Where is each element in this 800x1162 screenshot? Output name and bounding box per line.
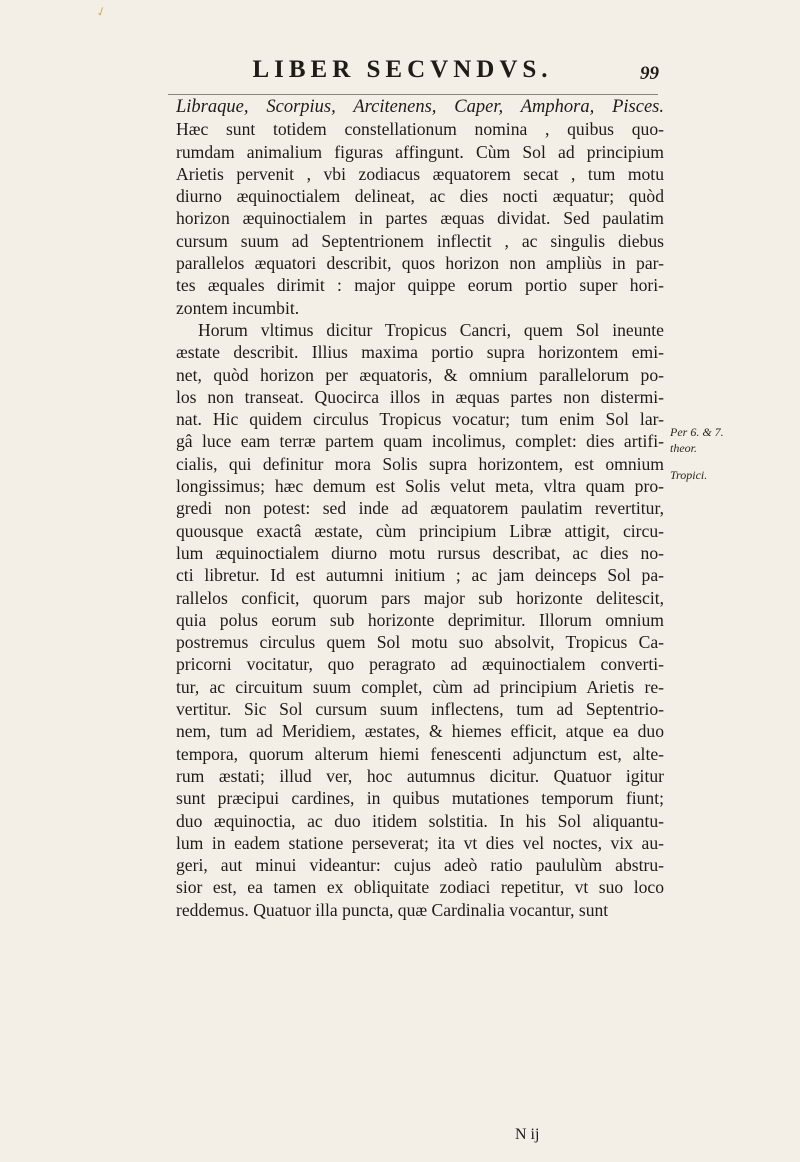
signature-mark: N ij: [515, 1126, 540, 1143]
text-line: rumdam animalium figuras affingunt. Cùm Sol ad principium: [176, 141, 664, 162]
page-number: 99: [640, 63, 659, 84]
running-head: LIBER SECVNDVS.: [252, 56, 553, 83]
text-line: reddemus. Quatuor illa puncta, quæ Cardinalia vocantur, sunt: [176, 899, 609, 920]
stray-ink-mark: ✓: [93, 2, 109, 21]
text-line: cursum suum ad Septentrionem inflectit , ac singulis diebus: [176, 230, 664, 251]
text-line: sior est, ea tamen ex obliquitate zodiaci repetitur, vt suo loco: [176, 877, 664, 898]
text-line: lum in eadem statione perseverat; ita vt dies vel noctes, vix au-: [176, 832, 664, 853]
text-line: Hæc sunt totidem constellationum nomina , quibus quo-: [176, 119, 664, 140]
text-line: tur, ac circuitum suum complet, cùm ad principium Arietis re-: [176, 676, 664, 697]
text-line: parallelos æquatori describit, quos horizon non ampliùs in par-: [176, 253, 664, 274]
text-line: geri, aut minui videantur: cujus adeò ratio paululùm abstru-: [176, 855, 664, 876]
text-line: zontem incumbit.: [176, 297, 300, 318]
text-line: quia polus eorum sub horizonte deprimitur. Illorum omnium: [176, 609, 664, 630]
text-line: cialis, qui definitur mora Solis supra horizontem, est omnium: [176, 453, 664, 474]
text-line: Arietis pervenit , vbi zodiacus æquatorem secat , tum motu: [176, 163, 664, 184]
text-line: postremus circulus quem Sol motu suo absolvit, Tropicus Ca-: [176, 632, 664, 653]
text-line: gredi non potest: sed inde ad æquatorem paulatim revertitur,: [176, 498, 664, 519]
text-line: æstate describit. Illius maxima portio supra horizontem emi-: [176, 342, 664, 363]
text-line: sunt præcipui cardines, in quibus mutationes temporum fiunt;: [176, 788, 664, 809]
sign-list-line: Libraque, Scorpius, Arcitenens, Caper, Amphora, Pisces.: [176, 97, 664, 117]
body-text: [176, 96, 664, 921]
text-line: pricorni vocitatur, quo peragrato ad æquinoctialem converti-: [176, 654, 664, 675]
text-line: quousque exactâ æstate, cùm principium Libræ attigit, circu-: [176, 520, 664, 541]
text-line: Horum vltimus dicitur Tropicus Cancri, quem Sol ineunte: [198, 319, 664, 340]
header-rule: [168, 94, 658, 95]
text-line: cti libretur. Id est autumni initium ; ac jam deinceps Sol pa-: [176, 565, 664, 586]
text-line: rallelos conficit, quorum pars major sub horizonte delitescit,: [176, 587, 664, 608]
margin-note-reference: Per 6. & 7.: [670, 425, 724, 439]
text-line: duo æquinoctia, ac duo itidem solstitia. In his Sol aliquantu-: [176, 810, 664, 831]
margin-note-tropici: Tropici.: [670, 468, 708, 482]
text-line: lum æquinoctialem diurno motu rursus describat, ac dies no-: [176, 542, 664, 563]
text-line: nem, tum ad Meridiem, æstates, & hiemes efficit, atque ea duo: [176, 721, 664, 742]
text-line: diurno æquinoctialem delineat, ac dies nocti æquatur; quòd: [176, 186, 664, 207]
text-line: net, quòd horizon per æquatoris, & omnium parallelorum po-: [176, 364, 664, 385]
text-line: los non transeat. Quocirca illos in æquas partes non distermi-: [176, 386, 664, 407]
text-line: vertitur. Sic Sol cursum suum inflectens, tum ad Septentrio-: [176, 699, 664, 720]
text-line: longissimus; hæc demum est Solis velut meta, vltra quam pro-: [176, 476, 664, 497]
text-line: tes æquales dirimit : major quippe eorum portio super hori-: [176, 275, 664, 296]
text-line: rum æstati; illud ver, hoc autumnus dicitur. Quatuor igitur: [176, 765, 664, 786]
text-line: tempora, quorum alterum hiemi fenescenti adjunctum est, alte-: [176, 743, 664, 764]
margin-note-theorem: theor.: [670, 441, 697, 455]
text-line: horizon æquinoctialem in partes æquas dividat. Sed paulatim: [176, 208, 664, 229]
text-line: nat. Hic quidem circulus Tropicus vocatur; tum enim Sol lar-: [176, 409, 664, 430]
text-line: gâ luce eam terræ partem quam incolimus, complet: dies artifi-: [176, 431, 664, 452]
